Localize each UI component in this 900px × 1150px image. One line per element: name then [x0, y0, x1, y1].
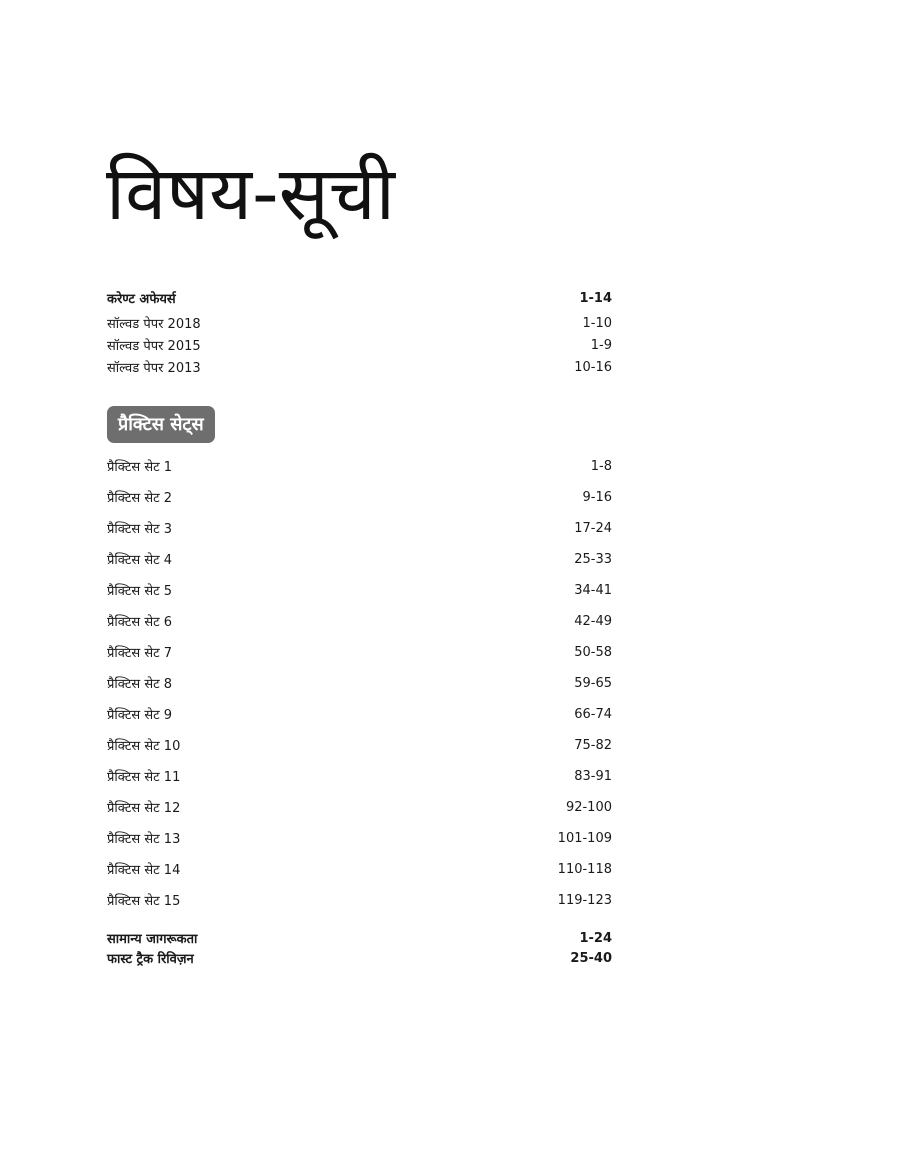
toc-pages: 1-24 — [579, 930, 612, 946]
toc-label: करेण्ट अफेयर्स — [107, 292, 176, 307]
toc-pages: 1-8 — [590, 458, 612, 474]
toc-row-fast-track-revision — [107, 948, 612, 968]
toc-label: प्रैक्टिस सेट 6 — [107, 615, 173, 630]
toc-pages: 1-14 — [579, 290, 612, 306]
toc-pages: 25-40 — [570, 950, 612, 966]
toc-row-solved-paper-2018 — [107, 313, 612, 333]
toc-row-practice-set-11 — [107, 766, 612, 786]
toc-row-solved-paper-2015 — [107, 335, 612, 355]
toc-row-practice-set-1 — [107, 456, 612, 476]
toc-pages: 1-9 — [590, 337, 612, 353]
toc-row-practice-set-6 — [107, 611, 612, 631]
toc-label: प्रैक्टिस सेट 9 — [107, 708, 173, 723]
toc-row-practice-set-10 — [107, 735, 612, 755]
toc-pages: 42-49 — [574, 613, 612, 629]
toc-label: प्रैक्टिस सेट 10 — [107, 739, 181, 754]
toc-pages: 1-10 — [582, 315, 612, 331]
toc-row-practice-set-5 — [107, 580, 612, 600]
toc-row-practice-set-12 — [107, 797, 612, 817]
toc-label: सॉल्वड पेपर 2013 — [107, 361, 201, 376]
toc-pages: 10-16 — [574, 359, 612, 375]
toc-label: प्रैक्टिस सेट 14 — [107, 863, 181, 878]
toc-pages: 25-33 — [574, 551, 612, 567]
toc-label: प्रैक्टिस सेट 1 — [107, 460, 173, 475]
toc-pages: 66-74 — [574, 706, 612, 722]
section-heading-practice-sets: प्रैक्टिस सेट्स — [107, 406, 215, 443]
toc-row-practice-set-3 — [107, 518, 612, 538]
toc-label: प्रैक्टिस सेट 11 — [107, 770, 181, 785]
toc-pages: 9-16 — [582, 489, 612, 505]
toc-row-current-affairs — [107, 288, 612, 308]
toc-label: सॉल्वड पेपर 2015 — [107, 339, 201, 354]
toc-pages: 50-58 — [574, 644, 612, 660]
toc-label: प्रैक्टिस सेट 4 — [107, 553, 173, 568]
toc-label: प्रैक्टिस सेट 13 — [107, 832, 181, 847]
toc-label: सामान्य जागरूकता — [107, 932, 198, 947]
toc-row-practice-set-8 — [107, 673, 612, 693]
toc-label: प्रैक्टिस सेट 12 — [107, 801, 181, 816]
toc-pages: 110-118 — [557, 861, 612, 877]
toc-label: प्रैक्टिस सेट 7 — [107, 646, 173, 661]
toc-pages: 34-41 — [574, 582, 612, 598]
toc-row-practice-set-4 — [107, 549, 612, 569]
toc-row-practice-set-9 — [107, 704, 612, 724]
toc-pages: 83-91 — [574, 768, 612, 784]
page-title: विषय-सूची — [106, 151, 395, 237]
toc-pages: 119-123 — [557, 892, 612, 908]
toc-label: प्रैक्टिस सेट 5 — [107, 584, 173, 599]
toc-pages: 92-100 — [565, 799, 612, 815]
toc-label: प्रैक्टिस सेट 15 — [107, 894, 181, 909]
toc-row-general-awareness — [107, 928, 612, 948]
toc-label: प्रैक्टिस सेट 3 — [107, 522, 173, 537]
toc-row-practice-set-7 — [107, 642, 612, 662]
toc-label: प्रैक्टिस सेट 2 — [107, 491, 173, 506]
toc-row-practice-set-2 — [107, 487, 612, 507]
toc-row-solved-paper-2013 — [107, 357, 612, 377]
toc-row-practice-set-15 — [107, 890, 612, 910]
toc-pages: 101-109 — [557, 830, 612, 846]
toc-label: सॉल्वड पेपर 2018 — [107, 317, 201, 332]
toc-pages: 75-82 — [574, 737, 612, 753]
toc-row-practice-set-13 — [107, 828, 612, 848]
toc-pages: 17-24 — [574, 520, 612, 536]
toc-label: प्रैक्टिस सेट 8 — [107, 677, 173, 692]
toc-row-practice-set-14 — [107, 859, 612, 879]
toc-label: फास्ट ट्रैक रिविज़न — [107, 952, 194, 967]
toc-pages: 59-65 — [574, 675, 612, 691]
